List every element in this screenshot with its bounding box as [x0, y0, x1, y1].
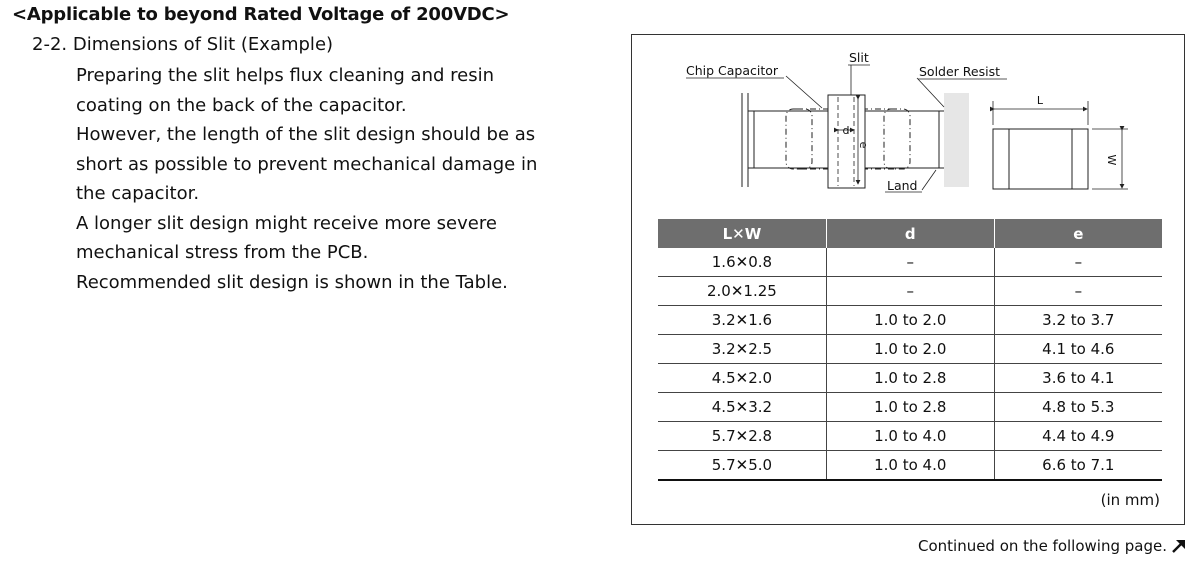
body-line: Recommended slit design is shown in the Table.	[76, 271, 508, 293]
continued-text: Continued on the following page.	[917, 537, 1167, 555]
table-row	[658, 277, 1162, 306]
cell-lxw: 4.5✕2.0	[658, 364, 826, 393]
column-header-e: e	[994, 219, 1162, 248]
cell-d: 1.0 to 2.0	[826, 306, 994, 335]
cell-e: 4.1 to 4.6	[994, 335, 1162, 364]
cell-d: 1.0 to 4.0	[826, 451, 994, 481]
body-line: short as possible to prevent mechanical damage in	[76, 153, 538, 175]
cell-e: 3.2 to 3.7	[994, 306, 1162, 335]
label-slit: Slit	[849, 50, 869, 65]
cell-lxw: 1.6✕0.8	[658, 248, 826, 277]
cell-d: 1.0 to 2.0	[826, 335, 994, 364]
cell-e: 3.6 to 4.1	[994, 364, 1162, 393]
table-row	[658, 393, 1162, 422]
slit-dimension-table	[658, 219, 1162, 481]
cell-d: –	[826, 248, 994, 277]
component-top-view	[993, 101, 1128, 189]
cell-lxw: 3.2✕1.6	[658, 306, 826, 335]
cell-lxw: 5.7✕2.8	[658, 422, 826, 451]
slit-diagram	[632, 35, 1184, 215]
cell-e: –	[994, 277, 1162, 306]
cell-d: 1.0 to 4.0	[826, 422, 994, 451]
table-row	[658, 335, 1162, 364]
cell-e: 4.8 to 5.3	[994, 393, 1162, 422]
table-row	[658, 364, 1162, 393]
cell-d: 1.0 to 2.8	[826, 393, 994, 422]
table-row	[658, 248, 1162, 277]
label-d: d	[842, 124, 850, 137]
label-solder-resist: Solder Resist	[919, 64, 1001, 79]
slit-dimension-panel	[631, 34, 1185, 525]
solder-resist-block	[944, 93, 969, 187]
body-line: A longer slit design might receive more severe	[76, 212, 497, 234]
body-line: coating on the back of the capacitor.	[76, 94, 407, 116]
cell-lxw: 2.0✕1.25	[658, 277, 826, 306]
label-e: e	[857, 141, 870, 149]
body-line: mechanical stress from the PCB.	[76, 242, 369, 263]
cell-e: 4.4 to 4.9	[994, 422, 1162, 451]
table-row	[658, 451, 1162, 481]
body-line: However, the length of the slit design should be as	[76, 124, 536, 145]
label-L: L	[1036, 94, 1044, 107]
label-chip-capacitor: Chip Capacitor	[686, 63, 779, 78]
cell-e: –	[994, 248, 1162, 277]
continued-footer	[918, 537, 1187, 555]
table-header-row	[658, 219, 1162, 248]
cell-d: 1.0 to 2.8	[826, 364, 994, 393]
body-line: Preparing the slit helps flux cleaning and resin	[76, 65, 494, 86]
table-row	[658, 306, 1162, 335]
section-heading: <Applicable to beyond Rated Voltage of 200VDC>	[12, 4, 510, 25]
cell-lxw: 5.7✕5.0	[658, 451, 826, 481]
column-header-d: d	[826, 219, 994, 248]
cell-lxw: 3.2✕2.5	[658, 335, 826, 364]
cell-lxw: 4.5✕3.2	[658, 393, 826, 422]
unit-note: (in mm)	[1100, 491, 1160, 509]
body-text	[76, 61, 576, 297]
cell-d: –	[826, 277, 994, 306]
cell-e: 6.6 to 7.1	[994, 451, 1162, 481]
pcb-edge-left	[742, 93, 748, 187]
subsection-heading: 2-2. Dimensions of Slit (Example)	[32, 34, 334, 55]
label-land: Land	[887, 178, 918, 193]
body-line: the capacitor.	[76, 183, 200, 204]
arrow-up-right-icon	[1171, 538, 1187, 554]
column-header-lxw: L✕W	[658, 219, 826, 248]
table-row	[658, 422, 1162, 451]
label-W: W	[1105, 154, 1118, 166]
